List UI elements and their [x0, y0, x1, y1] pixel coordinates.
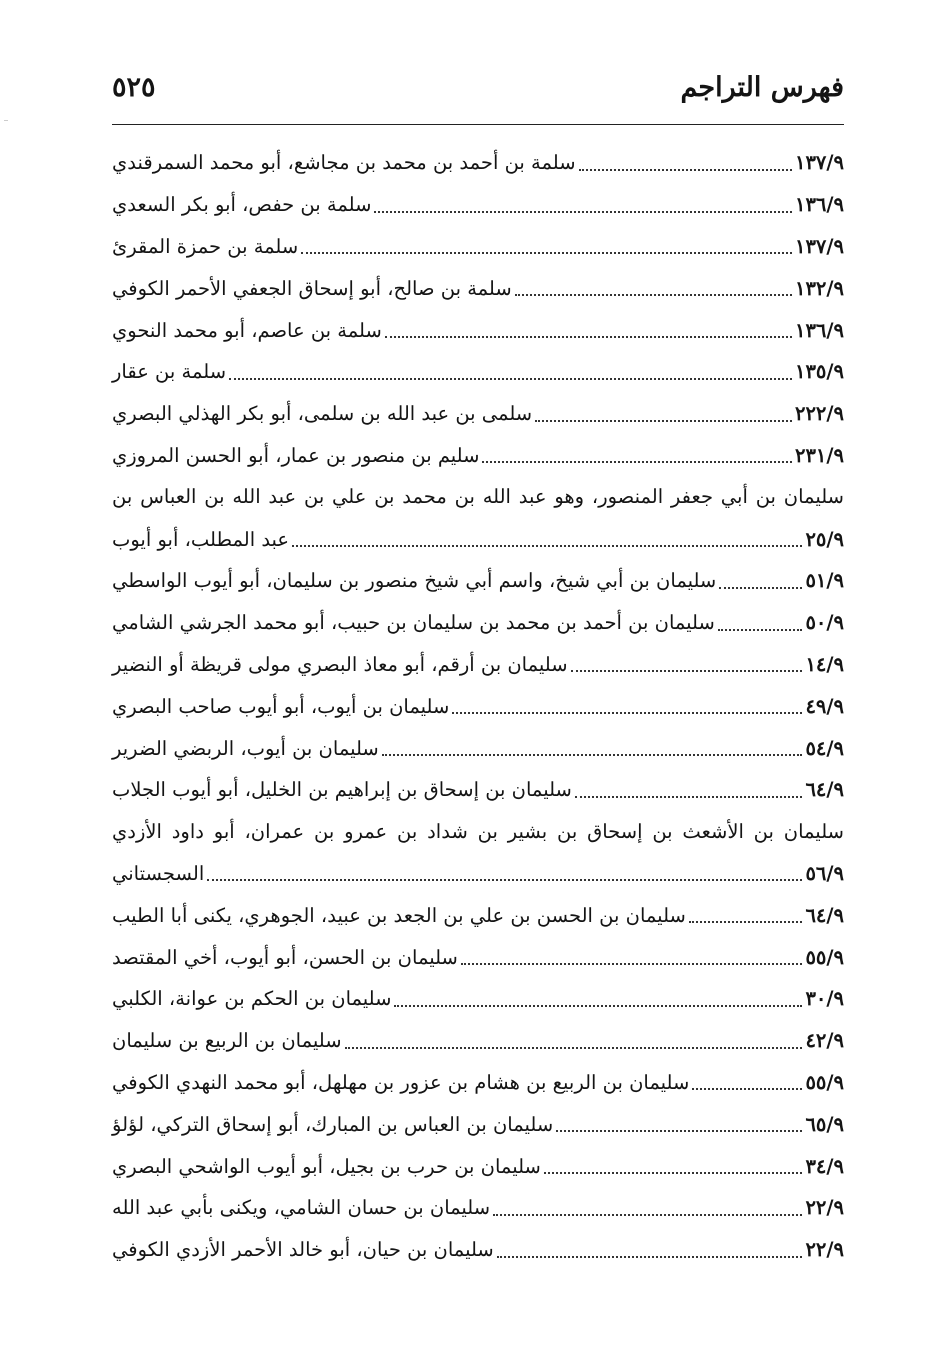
leader-dots — [497, 1256, 803, 1258]
leader-dots — [385, 336, 792, 338]
leader-dots — [718, 629, 803, 631]
volume-page-ref: ٥٥/٩ — [805, 945, 844, 969]
entry-name: سليمان بن إسحاق بن إبراهيم بن الخليل، أبو أيوب الجلاب — [112, 778, 572, 802]
volume-page-ref: ١٣٥/٩ — [794, 360, 844, 384]
entry-name: سليمان بن أبي شيخ، واسم أبي شيخ منصور بن سليمان، أبو أيوب الواسطي — [112, 569, 717, 593]
entry-name-continued: السجستاني — [112, 861, 205, 885]
volume-page-ref: ٢٢/٩ — [805, 1196, 844, 1220]
scan-margin-mark — [4, 120, 8, 121]
index-entry — [112, 518, 844, 560]
volume-page-ref: ٦٤/٩ — [805, 903, 844, 927]
volume-page-ref: ٥٤/٩ — [805, 736, 844, 760]
entry-name: سليمان بن الربيع بن سليمان — [112, 1029, 342, 1053]
entry-name: سليمان بن حسان الشامي، ويكنى بأبي عبد الله — [112, 1196, 491, 1220]
leader-dots — [689, 921, 803, 923]
index-entry — [112, 309, 844, 351]
leader-dots — [345, 1047, 803, 1049]
volume-page-ref: ١٣٦/٩ — [794, 318, 844, 342]
entry-name: سليم بن منصور بن عمار، أبو الحسن المروزي — [112, 443, 480, 467]
volume-page-ref: ٥٠/٩ — [805, 611, 844, 635]
index-entry — [112, 267, 844, 309]
index-entry — [112, 560, 844, 602]
entry-name: سليمان بن أيوب، الربضي الضرير — [112, 736, 379, 760]
index-entries — [112, 142, 844, 1271]
volume-page-ref: ٤٩/٩ — [805, 694, 844, 718]
index-entry — [112, 602, 844, 644]
index-entry — [112, 978, 844, 1020]
index-entry-first-line — [112, 476, 844, 518]
page-number: ٥٢٥ — [112, 72, 156, 103]
entry-name: سلمى بن عبد الله بن سلمى، أبو بكر الهذلي البصري — [112, 402, 533, 426]
index-entry — [112, 1020, 844, 1062]
leader-dots — [482, 461, 791, 463]
entry-name: سليمان بن الحسن بن علي بن الجعد بن عبيد، الجوهري، يكنى أبا الطيب — [112, 903, 686, 927]
leader-dots — [394, 1005, 802, 1007]
volume-page-ref: ٣٤/٩ — [805, 1154, 844, 1178]
entry-name: سليمان بن أبي جعفر المنصور، وهو عبد الله بن محمد بن علي بن عبد الله بن العباس بن — [112, 485, 844, 509]
leader-dots — [556, 1130, 802, 1132]
leader-dots — [535, 420, 792, 422]
page-header — [112, 62, 844, 118]
volume-page-ref: ٣٠/٩ — [805, 987, 844, 1011]
volume-page-ref: ٦٤/٩ — [805, 778, 844, 802]
volume-page-ref: ١٣٧/٩ — [794, 151, 844, 175]
entry-name: سليمان بن الحكم بن عوانة، الكلبي — [112, 987, 392, 1011]
volume-page-ref: ٢٣١/٩ — [794, 443, 844, 467]
index-entry — [112, 435, 844, 477]
index-entry — [112, 351, 844, 393]
leader-dots — [452, 712, 802, 714]
index-entry — [112, 936, 844, 978]
volume-page-ref: ٤٢/٩ — [805, 1029, 844, 1053]
entry-name: سليمان بن الربيع بن هشام بن عزور بن مهلهل، أبو محمد النهدي الكوفي — [112, 1070, 690, 1094]
entry-name: سلمة بن صالح، أبو إسحاق الجعفي الأحمر الكوفي — [112, 276, 512, 300]
index-entry — [112, 769, 844, 811]
entry-name: سلمة بن عقار — [112, 360, 227, 384]
volume-page-ref: ٢٥/٩ — [805, 527, 844, 551]
leader-dots — [292, 545, 802, 547]
entry-name: سلمة بن حمزة المقرئ — [112, 234, 299, 258]
leader-dots — [692, 1088, 802, 1090]
index-entry — [112, 1145, 844, 1187]
index-entry — [112, 727, 844, 769]
volume-page-ref: ١٤/٩ — [805, 652, 844, 676]
index-entry — [112, 1187, 844, 1229]
leader-dots — [575, 796, 803, 798]
leader-dots — [374, 211, 792, 213]
leader-dots — [382, 754, 803, 756]
index-entry — [112, 853, 844, 895]
index-entry — [112, 1062, 844, 1104]
leader-dots — [461, 963, 803, 965]
leader-dots — [719, 587, 802, 589]
leader-dots — [515, 294, 792, 296]
volume-page-ref: ٥٦/٩ — [805, 861, 844, 885]
leader-dots — [493, 1214, 802, 1216]
index-entry — [112, 644, 844, 686]
index-entry — [112, 142, 844, 184]
volume-page-ref: ٢٢٢/٩ — [794, 402, 844, 426]
index-entry — [112, 1229, 844, 1271]
entry-name: سليمان بن العباس بن المبارك، أبو إسحاق التركي، لؤلؤ — [112, 1112, 554, 1136]
entry-name: سليمان بن أحمد بن محمد بن سليمان بن حبيب، أبو محمد الجرشي الشامي — [112, 611, 715, 635]
entry-name: سلمة بن أحمد بن محمد بن مجاشع، أبو محمد السمرقندي — [112, 151, 576, 175]
leader-dots — [301, 252, 792, 254]
entry-name-continued: عبد المطلب، أبو أيوب — [112, 527, 290, 551]
volume-page-ref: ٢٢/٩ — [805, 1238, 844, 1262]
entry-name: سليمان بن حيان، أبو خالد الأحمر الأزدي الكوفي — [112, 1238, 494, 1262]
leader-dots — [579, 169, 792, 171]
index-entry — [112, 184, 844, 226]
leader-dots — [229, 378, 792, 380]
volume-page-ref: ١٣٢/٩ — [794, 276, 844, 300]
entry-name: سليمان بن حرب بن بجيل، أبو أيوب الواشحي البصري — [112, 1154, 541, 1178]
index-entry — [112, 685, 844, 727]
leader-dots — [207, 879, 802, 881]
index-entry — [112, 1103, 844, 1145]
volume-page-ref: ٦٥/٩ — [805, 1112, 844, 1136]
leader-dots — [571, 670, 803, 672]
volume-page-ref: ٥١/٩ — [805, 569, 844, 593]
entry-name: سليمان بن الأشعث بن إسحاق بن بشير بن شداد بن عمرو بن عمران، أبو داود الأزدي — [112, 819, 844, 843]
index-entry — [112, 393, 844, 435]
entry-name: سلمة بن عاصم، أبو محمد النحوي — [112, 318, 382, 342]
entry-name: سليمان بن الحسن، أبو أيوب، أخي المقتصد — [112, 945, 458, 969]
index-entry-first-line — [112, 811, 844, 853]
index-entry — [112, 894, 844, 936]
entry-name: سلمة بن حفص، أبو بكر السعدي — [112, 193, 372, 217]
volume-page-ref: ١٣٦/٩ — [794, 193, 844, 217]
running-title: فهرس التراجم — [680, 72, 844, 103]
index-entry — [112, 226, 844, 268]
volume-page-ref: ٥٥/٩ — [805, 1070, 844, 1094]
entry-name: سليمان بن أرقم، أبو معاذ البصري مولى قريظة أو النضير — [112, 652, 568, 676]
entry-name: سليمان بن أيوب، أبو أيوب صاحب البصري — [112, 694, 450, 718]
volume-page-ref: ١٣٧/٩ — [794, 234, 844, 258]
leader-dots — [544, 1172, 803, 1174]
header-rule — [112, 124, 844, 125]
